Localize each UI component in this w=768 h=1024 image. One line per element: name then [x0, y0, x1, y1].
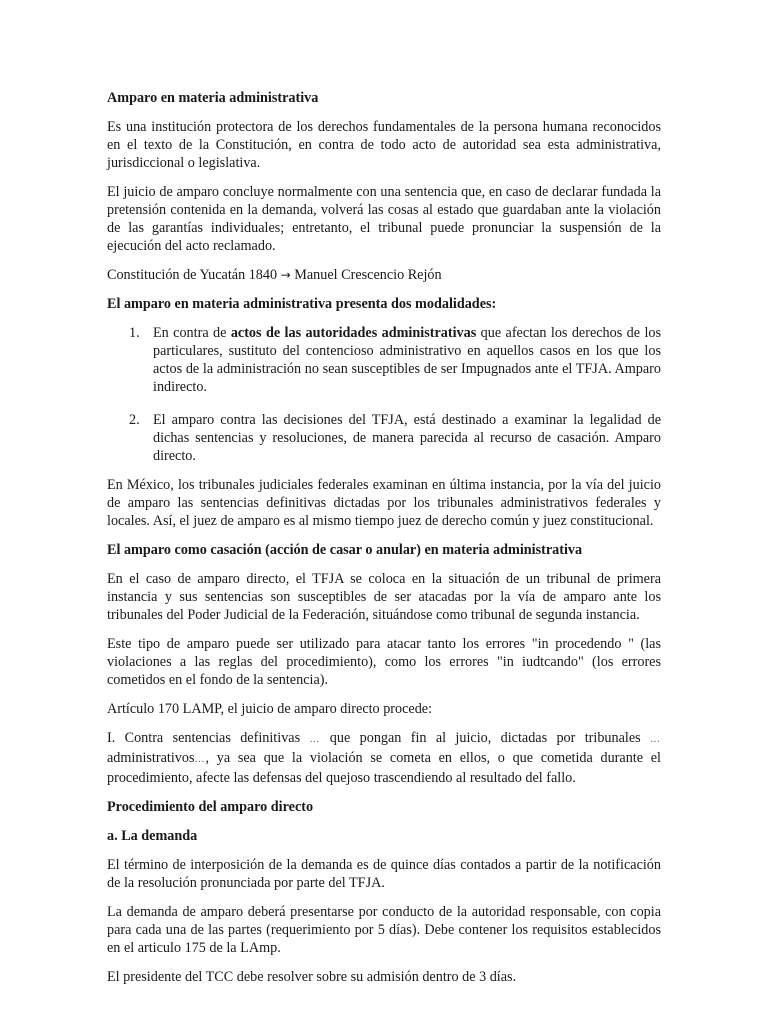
constitution-line	[107, 266, 661, 284]
list-number: 2.	[129, 412, 140, 428]
right-arrow-icon: →	[280, 268, 291, 282]
paragraph-mexico: En México, los tribunales judiciales federales examinan en última instancia, por la vía del juicio de amparo las sentencias definitivas dictadas por los tribunales administrativos federales y locales. Así, el juez de amparo es al mismo tiempo juez de derecho común y juez constitucional.	[107, 477, 661, 529]
heading-demanda: a. La demanda	[107, 828, 198, 844]
heading-procedimiento: Procedimiento del amparo directo	[107, 799, 314, 815]
list-item-text-pre: En contra de	[153, 325, 231, 341]
paragraph-amparo-directo: En el caso de amparo directo, el TFJA se coloca en la situación de un tribunal de primera instancia y sus sentencias son susceptibles de ser atacadas por la vía de amparo ante los tribunales del Poder Judicial de la Federación, situándose como tribunal de segunda instancia.	[107, 571, 661, 623]
document-title: Amparo en materia administrativa	[107, 90, 319, 106]
heading-modalidades: El amparo en materia administrativa presenta dos modalidades:	[107, 296, 497, 312]
list-item-text: El amparo contra las decisiones del TFJA, está destinado a examinar la legalidad de dichas sentencias y resoluciones, de manera parecida al recurso de casación. Amparo directo.	[153, 412, 661, 464]
constitution-text: Constitución de Yucatán 1840	[107, 267, 278, 283]
ellipsis: …	[309, 734, 321, 745]
list-number: 1.	[129, 325, 140, 341]
quote-text: administrativos	[107, 750, 195, 766]
ellipsis: …	[194, 754, 206, 765]
quote-text: I. Contra sentencias definitivas	[107, 730, 310, 746]
list-item-text-bold: actos de las autoridades administrativas	[230, 325, 477, 341]
paragraph-demanda: La demanda de amparo deberá presentarse por conducto de la autoridad responsable, con copia para cada una de las partes (requerimiento por 5 días). Debe contener los requisitos establecidos en el articulo 175 de la LAmp.	[107, 904, 661, 956]
constitution-author: Manuel Crescencio Rejón	[294, 267, 442, 283]
paragraph-presidente: El presidente del TCC debe resolver sobre su admisión dentro de 3 días.	[107, 969, 517, 985]
list-item	[107, 411, 661, 465]
list-item-text-post: que afectan los derechos de los particulares, sustituto del contencioso administrativo en aquellos casos en los que los actos de la administración no sean susceptibles de ser Impugnados ante el TFJA. Amparo indirecto.	[153, 325, 662, 395]
quote-fraccion-i	[107, 729, 661, 787]
paragraph-errores: Este tipo de amparo puede ser utilizado para atacar tanto los errores "in procedendo " (las violaciones a las reglas del procedimiento), como los errores "in iudtcando" (los errores cometidos en el fondo de la sentencia).	[107, 636, 661, 688]
document-page	[107, 89, 661, 997]
heading-casacion: El amparo como casación (acción de casar o anular) en materia administrativa	[107, 542, 583, 558]
list-item	[107, 324, 661, 396]
quote-text: , ya sea que la violación se cometa en ellos, o que cometida durante el procedimiento, afecte las defensas del quejoso trascendiendo al resultado del fallo.	[107, 750, 661, 786]
paragraph-articulo: Artículo 170 LAMP, el juicio de amparo directo procede:	[107, 701, 433, 717]
quote-text: que pongan fin al juicio, dictadas por tribunales	[320, 730, 650, 746]
paragraph-definition: Es una institución protectora de los derechos fundamentales de la persona humana reconocidos en el texto de la Constitución, en contra de todo acto de autoridad sea esta administrativa, jurisdiccional o legislativa.	[107, 119, 661, 171]
paragraph-sentencia: El juicio de amparo concluye normalmente con una sentencia que, en caso de declarar fundada la pretensión contenida en la demanda, volverá las cosas al estado que guardaban ante la violación de las garantías individuales; entretanto, el tribunal puede pronunciar la suspensión de la ejecución del acto reclamado.	[107, 184, 661, 254]
ellipsis: …	[650, 734, 661, 745]
modalidades-list	[107, 324, 661, 465]
paragraph-termino: El término de interposición de la demanda es de quince días contados a partir de la notificación de la resolución pronunciada por parte del TFJA.	[107, 857, 661, 891]
